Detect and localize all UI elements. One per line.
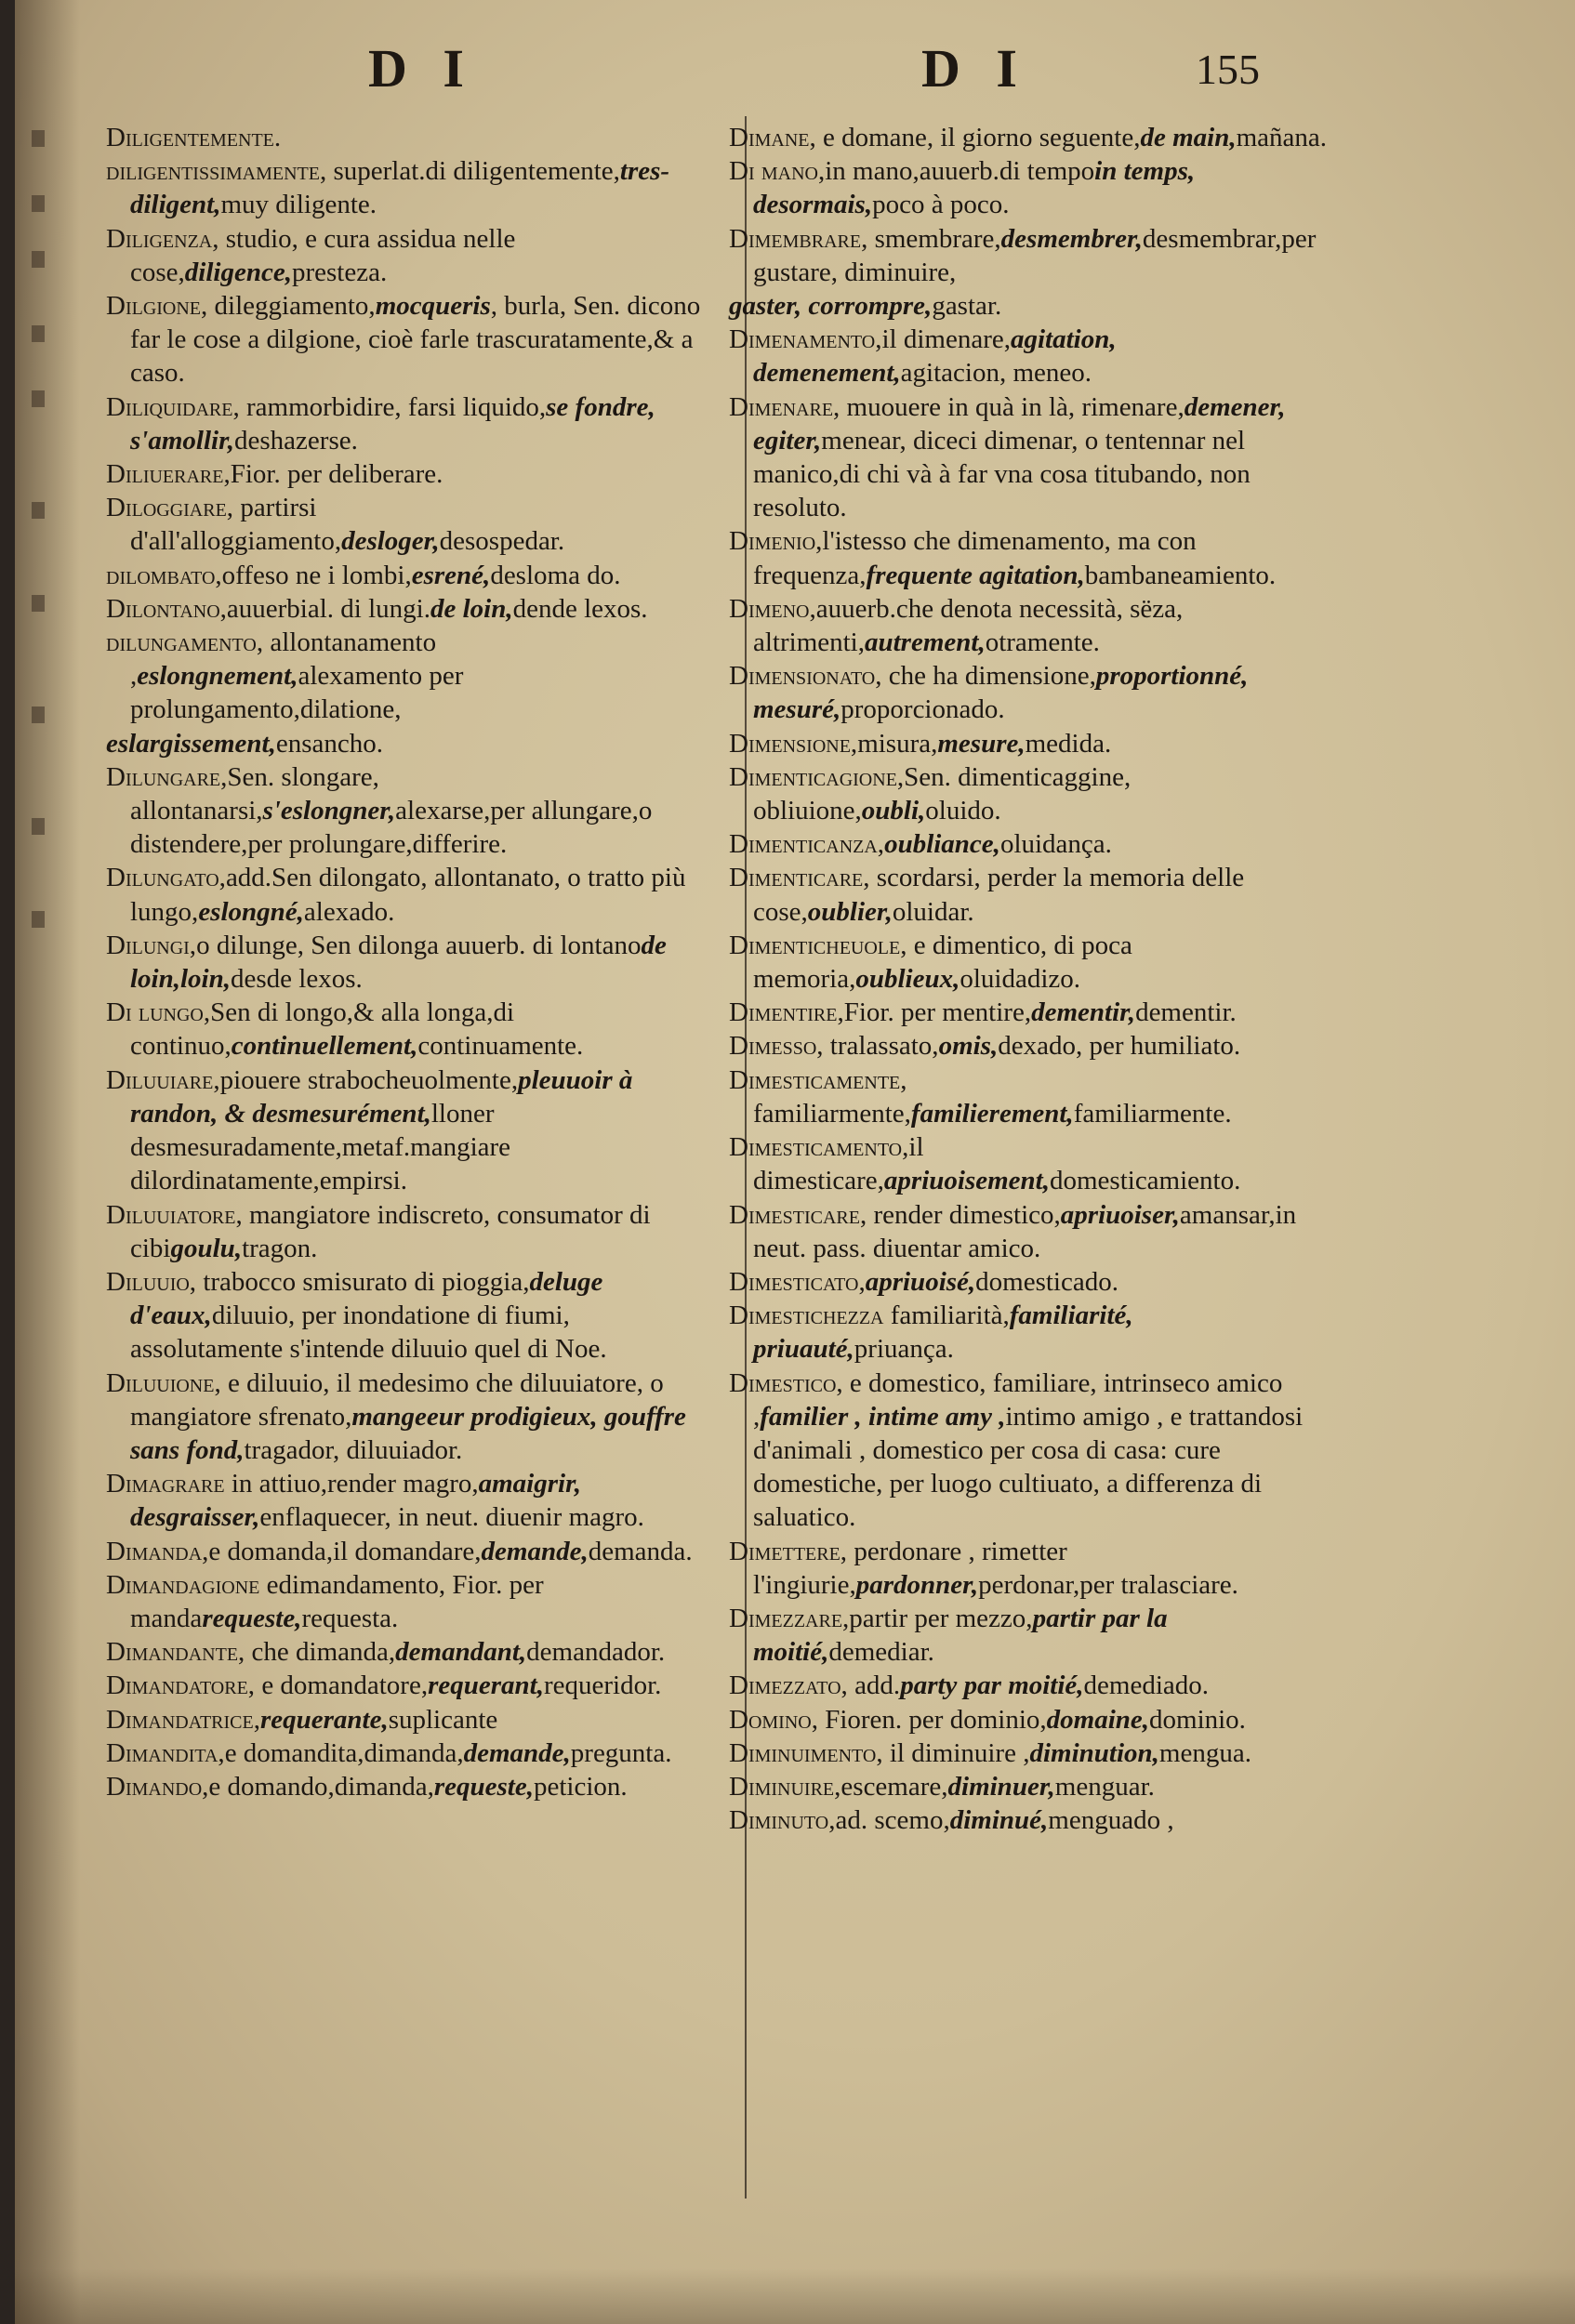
french-equivalent: amaigrir, desgraisser, [130,1469,582,1533]
french-equivalent: eslongné, [198,896,304,927]
headword: Dimenio, [729,526,823,557]
french-equivalent: mesure, [937,728,1026,759]
book-page [15,0,1575,2324]
french-equivalent: eslargissement, [106,728,276,759]
headword: Dimenticanza, [729,829,885,860]
headword: Dimesticare, [729,1199,867,1230]
dictionary-entry [729,1299,1333,1366]
headword: Dimeno, [729,593,816,624]
headword: dilungamento, [106,627,264,658]
definition: add. [847,1670,901,1701]
spanish-equivalent: desospedar. [439,526,565,557]
spanish-equivalent: demanda. [588,1536,693,1566]
definition: e domane, il giorno seguente, [815,123,1141,152]
spanish-equivalent: menguar. [1054,1771,1155,1802]
spanish-equivalent: oluido. [925,796,1001,826]
french-equivalent: familiarité, priuauté, [753,1301,1133,1365]
headword: Dimenticagione, [729,761,905,792]
headword: Diloggiare, [106,493,234,523]
dictionary-entry [106,1669,720,1702]
spanish-equivalent: continuamente. [417,1031,584,1062]
definition: familiarità, [883,1301,1010,1331]
definition: dileggiamento, [207,291,376,322]
french-equivalent: demener, egiter, [753,391,1286,456]
definition: muouere in quà in là, rimenare, [840,391,1185,422]
dictionary-entry [106,222,720,289]
dictionary-entry [729,861,1333,928]
definition: Fioren. per dominio, [817,1704,1047,1735]
definition: il dimenare, [881,324,1011,355]
french-equivalent: demandant, [395,1637,527,1668]
definition: o dilunge, Sen dilonga auuerb. di lontano [196,930,642,960]
spanish-equivalent: familiarmente. [1073,1098,1232,1129]
spanish-equivalent: domesticado. [975,1266,1118,1297]
definition: e domanda,il domandare, [208,1536,482,1566]
headword: Dimesso, [729,1031,824,1062]
french-equivalent: diligence, [184,257,292,287]
headword: Dilgione, [106,291,208,322]
definition: rammorbidire, farsi liquido, [239,391,547,422]
dictionary-entry [106,289,720,390]
french-equivalent: in temps, desormais, [753,156,1196,220]
definition: allontanamento , [130,627,437,692]
dictionary-entry [729,1265,1333,1299]
headword: Dimagrare [106,1469,225,1499]
dictionary-entry [729,154,1333,221]
french-equivalent: desloger, [341,526,440,557]
spanish-equivalent: suplicante [388,1704,498,1735]
dictionary-entry [106,154,720,221]
headword: Dimesticamento, [729,1132,909,1163]
spanish-equivalent: dexado, per humiliato. [998,1031,1241,1062]
spanish-equivalent: alexarse,per allungare,o distendere,per prolungare,differire. [130,796,653,860]
headword: Dimandagione [106,1569,260,1600]
definition: che dimanda, [245,1637,396,1668]
dictionary-entry [729,827,1333,861]
headword: Dimane, [729,123,816,152]
headword: Dilontano, [106,593,227,624]
dictionary-entry [729,1367,1333,1535]
french-equivalent: mocqueris [375,291,491,322]
french-equivalent: oubli, [861,796,926,826]
definition: piouere strabocheuolmente, [219,1064,519,1095]
headword: Dimando, [106,1771,209,1802]
definition: studio, e cura assidua nelle cose, [130,223,516,287]
french-equivalent: goulu, [170,1233,243,1263]
spanish-equivalent: oluidar. [892,896,974,927]
spanish-equivalent: menear, diceci dimenar, o tentennar nel manico,di chi và à far vna cosa titubando, non resoluto. [753,425,1251,523]
headword: Diligenza, [106,223,219,254]
french-equivalent: partir par la moitié, [753,1603,1168,1668]
french-equivalent: de loin, [430,593,513,624]
french-equivalent: requerante, [259,1704,389,1735]
headword: diligentissimamente, [106,156,327,187]
definition: escemare, [840,1771,948,1802]
french-equivalent: esrené, [411,560,491,590]
dictionary-entry [106,121,720,154]
french-equivalent: demande, [481,1536,589,1566]
spanish-equivalent: intimo amigo , e trattandosi d'animali , domestico per cosa di casa: cure domestiche, per luogo cultiuato, a differenza di saluatico. [753,1401,1304,1533]
french-equivalent: domaine, [1046,1704,1150,1735]
headword: Dimandatrice, [106,1704,260,1735]
french-equivalent: eslongnement, [137,661,298,692]
spanish-equivalent: oluidadizo. [960,964,1080,995]
dictionary-entry [106,1770,720,1803]
dictionary-entry [729,1703,1333,1736]
headword: Dimandatore, [106,1670,256,1701]
french-equivalent: party par moitié, [900,1670,1084,1701]
spanish-equivalent: , burla, Sen. dicono far le cose a dilgione, cioè farle trascuratamente,& a caso. [130,291,701,389]
dictionary-entry [729,289,1333,323]
spanish-equivalent: mañana. [1236,123,1328,152]
definition: in mano,auuerb.di tempo [825,156,1095,187]
headword: Dimesticato, [729,1266,866,1297]
spanish-equivalent: agitacion, meneo. [900,358,1092,389]
spanish-equivalent: demandador. [526,1637,666,1668]
dictionary-entry [729,760,1333,827]
spanish-equivalent: menguado , [1048,1805,1174,1836]
dictionary-entry [729,1669,1333,1702]
dictionary-entry [729,1803,1333,1837]
definition: Fior. per deliberare. [230,459,443,490]
dictionary-entry [729,1029,1333,1063]
headword: Diminuto, [729,1805,836,1836]
definition: Sen. slongare, allontanarsi, [130,761,379,826]
headword: Dimenticheuole, [729,930,907,960]
french-equivalent: diminution, [1029,1737,1159,1768]
french-equivalent: de loin,loin, [130,930,667,995]
french-equivalent: de main, [1140,123,1237,152]
french-equivalent: s'eslongner, [262,796,396,826]
french-equivalent: requeste, [202,1603,302,1633]
spanish-equivalent: gastar. [932,291,1002,322]
french-equivalent: oublier, [807,896,893,927]
dictionary-entry [729,929,1333,996]
dictionary-entry [106,929,720,996]
spanish-equivalent: requeridor. [543,1670,662,1701]
definition: misura, [857,728,938,759]
french-equivalent: dementir, [1031,997,1136,1028]
definition: trabocco smisurato di pioggia, [196,1266,530,1297]
french-equivalent: demande, [463,1737,571,1768]
headword: Dimenticare, [729,863,870,893]
spanish-equivalent: dende lexos. [512,593,648,624]
spanish-equivalent: priuança. [854,1334,954,1365]
spanish-equivalent: oluidança. [999,829,1112,860]
headword: Diluuiare, [106,1064,220,1095]
spanish-equivalent: proporcionado. [840,694,1005,725]
dictionary-entry [729,1130,1333,1197]
definition: e dimentico, di poca memoria, [753,930,1132,995]
headword: Diliuerare, [106,459,231,490]
definition: e domandatore, [255,1670,429,1701]
french-equivalent: desmembrer, [1000,223,1143,254]
dictionary-entry [106,1703,720,1736]
dictionary-entry [106,727,720,760]
french-equivalent: tres-diligent, [130,156,670,220]
dictionary-entry [106,559,720,592]
definition: e domestico, familiare, intrinseco amico , [753,1367,1283,1432]
spanish-equivalent: domesticamiento. [1049,1166,1241,1196]
definition: add.Sen dilongato, allontanato, o tratto più lungo, [130,863,686,927]
french-equivalent: deluge d'eaux, [130,1266,603,1331]
definition: tralassato, [823,1031,939,1062]
running-head-right: D I [921,38,1028,99]
french-equivalent: proportionné, mesuré, [753,661,1249,725]
page-number: 155 [1196,46,1260,93]
french-equivalent: continuellement, [231,1031,418,1062]
spanish-equivalent: presteza. [291,257,388,287]
french-equivalent: agitation, demenement, [753,324,1117,389]
headword: Dimandita, [106,1737,225,1768]
spanish-equivalent: poco à poco. [872,190,1010,220]
definition: l'istesso che dimenamento, ma con frequenza, [753,526,1197,590]
spanish-equivalent: dominio. [1149,1704,1246,1735]
headword: dilombato, [106,560,222,590]
left-column [106,121,720,1803]
spanish-equivalent: perdonar,per tralasciare. [978,1569,1238,1600]
headword: Di lungo, [106,997,211,1028]
dictionary-entry [729,659,1333,726]
definition: auuerb.che denota necessità, sëza, altrimenti, [753,593,1184,658]
dictionary-entry [729,1602,1333,1669]
definition: scordarsi, perder la memoria delle cose, [753,863,1245,927]
definition: e domandita,dimanda, [224,1737,464,1768]
headword: Dimestichezza [729,1301,884,1331]
french-equivalent: familier , intime amy , [760,1401,1006,1432]
headword: Diminuire, [729,1771,841,1802]
definition: superlat.di diligentemente, [326,156,620,187]
french-equivalent: frequente agitation, [866,560,1085,590]
dictionary-entry [729,727,1333,760]
definition: smembrare, [867,223,1001,254]
dictionary-entry [106,1063,720,1198]
dictionary-entry [729,1198,1333,1265]
definition: in attiuo,render magro, [224,1469,479,1499]
spanish-equivalent: requesta. [301,1603,399,1633]
dictionary-entry [729,1770,1333,1803]
definition: Sen di longo,& alla longa,di continuo, [130,997,515,1062]
dictionary-entry [729,592,1333,659]
french-equivalent: diminuer, [947,1771,1055,1802]
french-equivalent: requeste, [433,1771,534,1802]
definition: Fior. per mentire, [843,997,1032,1028]
headword: Dimanda, [106,1536,209,1566]
headword: Dimembrare, [729,223,868,254]
spanish-equivalent: otramente. [985,627,1100,658]
headword: Di mano, [729,156,826,187]
definition: Sen. dimenticaggine, obliuione, [753,761,1132,826]
headword: Dilungato, [106,863,226,893]
dictionary-entry [106,1635,720,1669]
french-equivalent: familierement, [910,1098,1074,1129]
headword: Diligentemente. [106,123,282,152]
spanish-equivalent: tragon. [242,1233,318,1263]
spanish-equivalent: diluuio, per inondatione di fiumi, assolutamente s'intende diluuio quel di Noe. [130,1301,607,1365]
dictionary-entry [106,390,720,457]
headword: Dimensione, [729,728,858,759]
definition: che ha dimensione, [881,661,1096,692]
spanish-equivalent: desloma do. [490,560,621,590]
headword: Diluuio, [106,1266,197,1297]
spanish-equivalent: desde lexos. [231,964,363,995]
dictionary-entry [106,760,720,862]
headword: Dimezzare, [729,1603,850,1633]
dictionary-entry [106,1367,720,1468]
headword: Dimensionato, [729,661,882,692]
definition: offeso ne i lombi, [221,560,412,590]
french-equivalent: mangeeur prodigieux, gouffre sans fond, [130,1401,686,1465]
french-equivalent: omis, [938,1031,999,1062]
french-equivalent: oublieux, [855,964,960,995]
headword: Dimettere, [729,1536,848,1566]
dictionary-entry [106,1467,720,1534]
french-equivalent: diminué, [949,1805,1049,1836]
dictionary-entry [729,524,1333,591]
headword: Dimandante, [106,1637,245,1668]
definition: partirsi d'all'alloggiamento, [130,493,342,557]
dictionary-entry [729,996,1333,1029]
headword: Dilungare, [106,761,228,792]
headword: Diminuimento, [729,1737,883,1768]
headword: Dimentire, [729,997,844,1028]
french-equivalent: pleuuoir à randon, & desmesurément, [130,1064,633,1129]
spanish-equivalent: demediar. [828,1637,934,1668]
definition: partir per mezzo, [849,1603,1033,1633]
definition: edimandamento, Fior. per manda [130,1569,544,1633]
headword: Dimezzato, [729,1670,848,1701]
definition: e diluuio, il medesimo che diluuiatore, o mangiatore sfrenato, [130,1367,664,1432]
spanish-equivalent: peticion. [533,1771,628,1802]
dictionary-entry [106,1198,720,1265]
french-equivalent: requerant, [428,1670,544,1701]
dictionary-entry [106,1736,720,1770]
spanish-equivalent: muy diligente. [220,190,377,220]
french-equivalent: oubliance, [884,829,1000,860]
dictionary-entry [729,1736,1333,1770]
dictionary-entry [106,996,720,1063]
french-equivalent: gaster, corrompre, [729,291,933,322]
spanish-equivalent: enflaquecer, in neut. diuenir magro. [259,1502,644,1533]
dictionary-entry [729,121,1333,154]
french-equivalent: se fondre, s'amollir, [130,391,655,456]
spanish-equivalent: mengua. [1158,1737,1251,1768]
right-column [729,121,1333,1837]
french-equivalent: apriuoisé, [865,1266,976,1297]
dictionary-entry [729,222,1333,289]
definition: auuerbial. di lungi. [226,593,430,624]
french-equivalent: apriuoisement, [883,1166,1050,1196]
spanish-equivalent: dementir. [1135,997,1237,1028]
margin-marks [32,112,69,948]
dictionary-entry [106,457,720,491]
dictionary-entry [106,1568,720,1635]
definition: il diminuire , [882,1737,1030,1768]
spanish-equivalent: lloner desmesuradamente,metaf.mangiare dilordinatamente,empirsi. [130,1098,511,1196]
definition: il dimesticare, [753,1132,924,1196]
french-equivalent: apriuoiser, [1060,1199,1180,1230]
headword: Diluuione, [106,1367,221,1398]
bottom-shadow [15,2268,1575,2324]
headword: Diliquidare, [106,391,240,422]
spanish-equivalent: pregunta. [570,1737,672,1768]
dictionary-entry [106,1265,720,1367]
dictionary-entry [106,491,720,558]
dictionary-entry [106,861,720,928]
spanish-equivalent: bambaneamiento. [1084,560,1277,590]
definition: ad. scemo, [835,1805,950,1836]
headword: Domino, [729,1704,818,1735]
french-equivalent: pardonner, [855,1569,979,1600]
dictionary-entry [106,626,720,727]
running-head-left: D I [368,38,475,99]
dictionary-entry [106,1535,720,1568]
headword: Dimesticamente, [729,1064,907,1095]
spanish-equivalent: medida. [1025,728,1112,759]
spanish-equivalent: tragador, diluuiador. [244,1434,463,1465]
definition: render dimestico, [867,1199,1061,1230]
definition: perdonare , rimetter l'ingiurie, [753,1536,1067,1600]
dictionary-entry [729,390,1333,525]
dictionary-entry [106,592,720,626]
spanish-equivalent: amansar,in neut. pass. diuentar amico. [753,1199,1297,1263]
dictionary-entry [729,323,1333,390]
spanish-equivalent: alexado. [303,896,395,927]
spanish-equivalent: deshazerse. [234,425,358,456]
headword: Dimenamento, [729,324,882,355]
spanish-equivalent: demediado. [1083,1670,1210,1701]
headword: Diluuiatore, [106,1199,243,1230]
spanish-equivalent: desmembrar,per gustare, diminuire, [753,223,1317,287]
spanish-equivalent: alexamento per prolungamento,dilatione, [130,661,464,725]
spanish-equivalent: ensancho. [275,728,384,759]
headword: Dimestico, [729,1367,843,1398]
definition: familiarmente, [753,1098,911,1129]
french-equivalent: autrement, [865,627,986,658]
definition: e domando,dimanda, [208,1771,434,1802]
dictionary-entry [729,1063,1333,1130]
dictionary-entry [729,1535,1333,1602]
definition: mangiatore indiscreto, consumator di cibi [130,1199,651,1263]
headword: Dimenare, [729,391,840,422]
headword: Dilungi, [106,930,197,960]
